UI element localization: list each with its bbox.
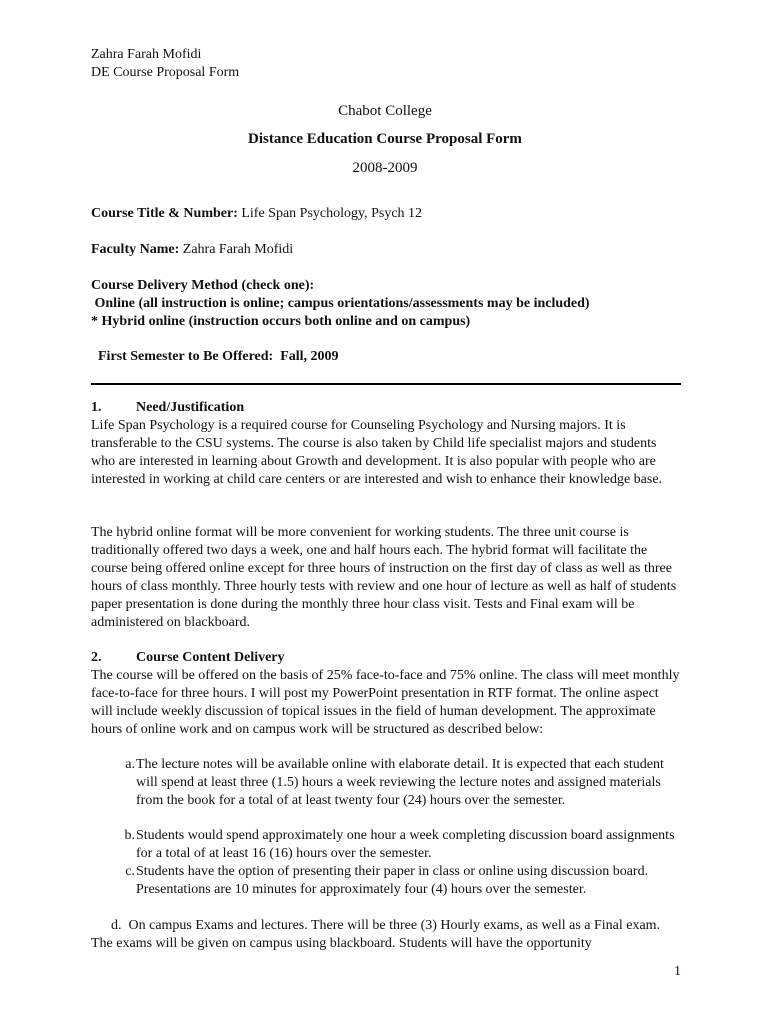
course-title-value: Life Span Psychology, Psych 12 bbox=[237, 206, 423, 221]
list-item-text: Students have the option of presenting their paper in class or online using discussion board. Presentations are 10 minutes for approximately four (4) hours over the semester. bbox=[136, 864, 649, 897]
course-title-field bbox=[91, 205, 681, 223]
horizontal-rule bbox=[91, 383, 681, 385]
section-1-heading bbox=[91, 399, 681, 417]
list-item-marker: b. bbox=[124, 828, 135, 843]
list-item-d bbox=[91, 917, 681, 953]
delivery-option-hybrid: * Hybrid online (instruction occurs both online and on campus) bbox=[91, 314, 471, 329]
section-2-heading bbox=[91, 649, 681, 667]
section-2-paragraph-1: The course will be offered on the basis of 25% face-to-face and 75% online. The class will meet monthly face-to-face for three hours. I will post my PowerPoint presentation in RTF format. The online aspect will include weekly discussion of topical issues in the field of human development. The approximate hours of online work and on campus work will be structured as described below: bbox=[91, 668, 680, 737]
list-item-d-marker: d. bbox=[111, 918, 122, 933]
page-number: 1 bbox=[674, 964, 681, 979]
section-1-number: 1. bbox=[91, 400, 102, 415]
header-author: Zahra Farah Mofidi bbox=[91, 47, 202, 62]
section-1-title: Need/Justification bbox=[136, 400, 245, 415]
section-1-paragraph-2: The hybrid online format will be more convenient for working students. The three unit course is traditionally offered two days a week, one and half hours each. The hybrid format will facilitate the course being offered online except for three hours of instruction on the first day of class as well as three hours of class monthly. Three hourly tests with review and one hour of lecture as well as half of students paper presentation is done during the monthly three hour class visit. Tests and Final exam will be administered on blackboard. bbox=[91, 525, 677, 630]
list-item-text: The lecture notes will be available online with elaborate detail. It is expected that each student will spend at least three (1.5) hours a week reviewing the lecture notes and assigned materials from the book for a total of at least twenty four (24) hours over the semester. bbox=[136, 757, 664, 808]
delivery-option-online: Online (all instruction is online; campus orientations/assessments may be included) bbox=[91, 296, 590, 311]
header-doc-label: DE Course Proposal Form bbox=[91, 65, 240, 80]
list-item-text: Students would spend approximately one hour a week completing discussion board assignments for a total of at least 16 (16) hours over the semester. bbox=[136, 828, 675, 861]
section-2-title: Course Content Delivery bbox=[136, 650, 285, 665]
form-title: Distance Education Course Proposal Form bbox=[248, 131, 522, 147]
delivery-method-label: Course Delivery Method (check one): bbox=[91, 278, 315, 293]
faculty-name-value: Zahra Farah Mofidi bbox=[179, 242, 294, 257]
list-item-d-text: On campus Exams and lectures. There will be three (3) Hourly exams, as well as a Final exam. The exams will be given on campus using blackboard. Students will have the opportunity bbox=[91, 918, 661, 951]
college-name: Chabot College bbox=[338, 103, 432, 119]
list-item-marker: a. bbox=[125, 757, 135, 772]
faculty-name-field bbox=[91, 241, 681, 259]
section-2-number: 2. bbox=[91, 650, 102, 665]
faculty-name-label: Faculty Name: bbox=[91, 242, 180, 257]
first-semester: First Semester to Be Offered: Fall, 2009 bbox=[98, 349, 339, 364]
course-title-label: Course Title & Number: bbox=[91, 206, 238, 221]
section-1-paragraph-1: Life Span Psychology is a required course for Counseling Psychology and Nursing majors. It is transferable to the CSU systems. The course is also taken by Child life specialist majors and students who are interested in learning about Growth and development. It is also popular with people who are interested in working at child care centers or are interested and wish to enhance their knowledge base. bbox=[91, 418, 663, 487]
academic-year: 2008-2009 bbox=[352, 160, 418, 176]
list-item-marker: c. bbox=[125, 864, 135, 879]
